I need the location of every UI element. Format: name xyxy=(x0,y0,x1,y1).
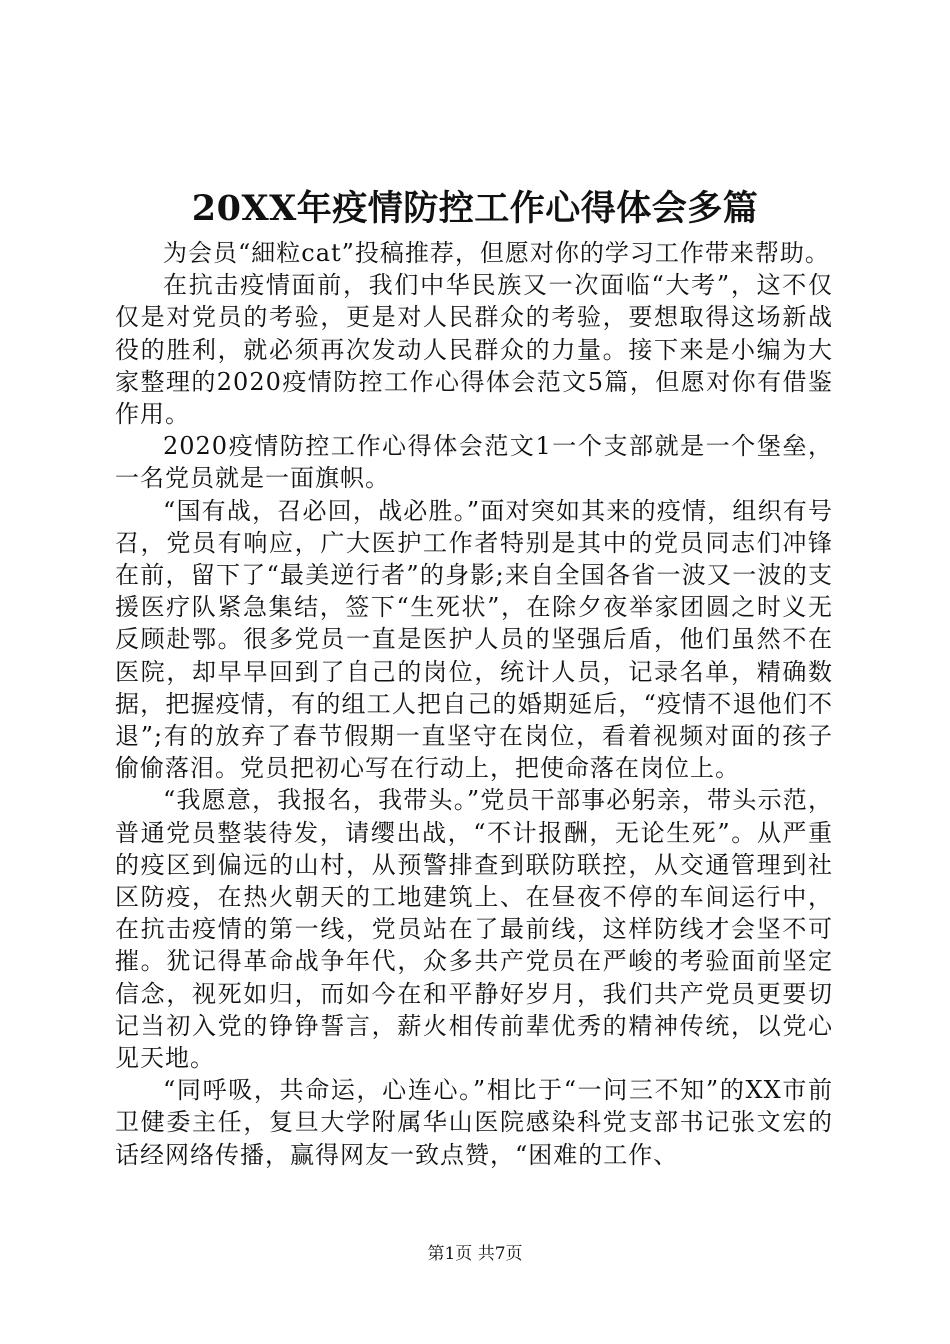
paragraph-together: “同呼吸，共命运，心连心。”相比于“一问三不知”的XX市前卫健委主任，复旦大学附属华山医院感染科党支部书记张文宏的话经网络传播，赢得网友一致点赞，“困难的工作、 xyxy=(115,1076,833,1169)
paragraph-intro: 为会员“細粒cat”投稿推荐，但愿对你的学习工作带来帮助。 xyxy=(163,239,830,267)
page-number: 第1页 共7页 xyxy=(427,1244,523,1264)
paragraph-context: 在抗击疫情面前，我们中华民族又一次面临“大考”，这不仅仅是对党员的考验，更是对人民群众的考验，要想取得这场新战役的胜利，就必须再次发动人民群众的力量。接下来是小编为大家整理的2020疫情防控工作心得体会范文5篇，但愿对你有借鉴作用。 xyxy=(115,271,833,429)
paragraph-volunteer: “我愿意，我报名，我带头。”党员干部事必躬亲，带头示范，普通党员整装待发，请缨出战，“不计报酬，无论生死”。从严重的疫区到偏远的山村，从预警排查到联防联控，从交通管理到社区防疫，在热火朝天的工地建筑上、在昼夜不停的车间运行中，在抗击疫情的第一线，党员站在了最前线，这样防线才会坚不可摧。犹记得革命战争年代，众多共产党员在严峻的考验面前坚定信念，视死如归，而如今在和平静好岁月，我们共产党员更要切记当初入党的铮铮誓言，薪火相传前辈优秀的精神传统，以党心见天地。 xyxy=(115,786,833,1073)
document-title: 20XX年疫情防控工作心得体会多篇 xyxy=(191,188,759,229)
document-body xyxy=(115,237,833,1171)
paragraph-front-line: “国有战，召必回，战必胜。”面对突如其来的疫情，组织有号召，党员有响应，广大医护工作者特别是其中的党员同志们冲锋在前，留下了“最美逆行者”的身影;来自全国各省一波又一波的支援医疗队紧急集结，签下“生死状”，在除夕夜举家团圆之时义无反顾赴鄂。很多党员一直是医护人员的坚强后盾，他们虽然不在医院，却早早回到了自己的岗位，统计人员，记录名单，精确数据，把握疫情，有的组工人把自己的婚期延后，“疫情不退他们不退”;有的放弃了春节假期一直坚守在岗位，看着视频对面的孩子偷偷落泪。党员把初心写在行动上，把使命落在岗位上。 xyxy=(115,496,833,783)
paragraph-essay-1-heading: 2020疫情防控工作心得体会范文1一个支部就是一个堡垒，一名党员就是一面旗帜。 xyxy=(115,432,833,493)
